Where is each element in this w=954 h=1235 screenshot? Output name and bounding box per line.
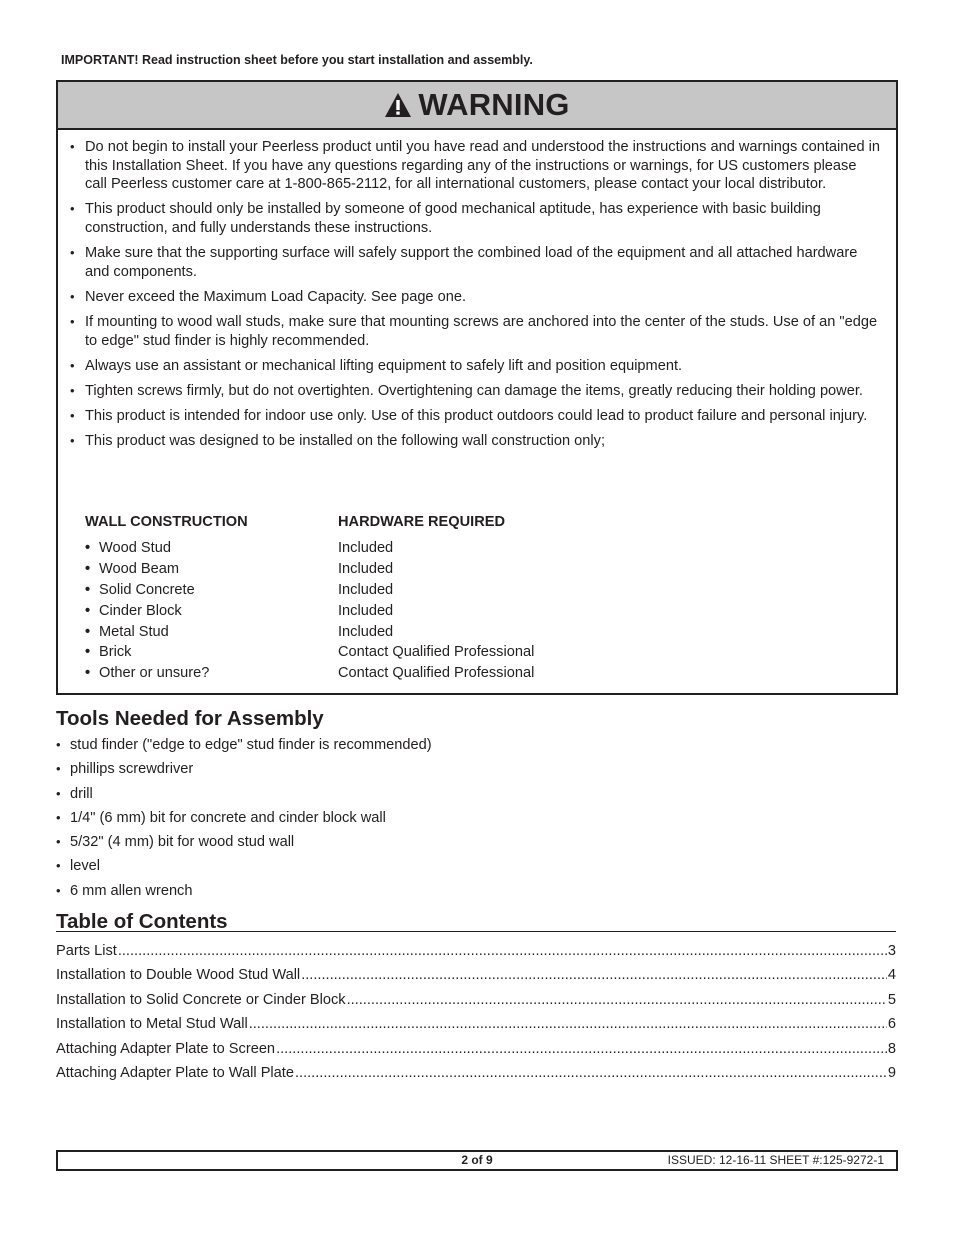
toc-page: 3 [887,943,896,959]
warning-title: WARNING [418,87,570,122]
table-of-contents [56,943,896,1089]
toc-leader [249,1016,887,1032]
toc-page: 9 [887,1064,896,1081]
hardware-required-header: HARDWARE REQUIRED [338,514,506,530]
toc-page: 8 [887,1040,896,1057]
table-row: • Metal Stud Included [85,624,534,645]
table-row: • Wood Stud Included [85,540,534,561]
warning-item: • This product is intended for indoor use only. Use of this product outdoors could lead to product failure and personal injury. [70,407,882,426]
toc-label: Installation to Solid Concrete or Cinder Block [56,991,346,1008]
hardware-value: Included [338,623,394,640]
hardware-value: Included [338,540,394,556]
warning-list [70,138,882,458]
wall-construction-header: WALL CONSTRUCTION [85,514,248,530]
warning-item: • Tighten screws firmly, but do not overtighten. Overtightening can damage the items, greatly reducing their holding power. [70,382,882,401]
warning-item: • This product should only be installed by someone of good mechanical aptitude, has experience with basic building construction, and fully understands these instructions. [70,200,882,237]
table-row: • Brick Contact Qualified Professional [85,644,534,665]
toc-entry[interactable] [56,943,896,967]
toc-entry[interactable] [56,1041,896,1065]
tools-heading: Tools Needed for Assembly [56,707,324,730]
table-row: • Cinder Block Included [85,603,534,624]
toc-leader [347,992,887,1008]
wall-type: Cinder Block [99,602,182,619]
toc-divider [56,931,896,932]
wall-construction-table [85,514,534,686]
toc-page: 6 [887,1016,896,1033]
warning-triangle-icon [384,92,412,118]
toc-leader [301,967,887,983]
toc-label: Installation to Double Wood Stud Wall [56,967,301,984]
warning-box [56,80,898,695]
toc-entry[interactable] [56,1016,896,1040]
table-row: • Solid Concrete Included [85,582,534,603]
wall-type: Brick [99,644,132,661]
toc-page: 5 [887,991,896,1008]
hardware-value: Included [338,560,394,577]
toc-label: Attaching Adapter Plate to Wall Plate [56,1064,294,1081]
issued-sheet-info: ISSUED: 12-16-11 SHEET #:125-9272-1 [667,1153,884,1167]
important-notice: IMPORTANT! Read instruction sheet before you start installation and assembly. [61,53,533,67]
toc-heading: Table of Contents [56,910,228,933]
warning-item: • Make sure that the supporting surface will safely support the combined load of the equipment and all attached hardware and components. [70,244,882,281]
toc-leader [118,943,887,959]
toc-page: 4 [887,967,896,984]
wall-type: Other or unsure? [99,665,210,682]
hardware-value: Contact Qualified Professional [338,644,535,661]
warning-item: • Never exceed the Maximum Load Capacity. See page one. [70,288,882,307]
tools-list [56,737,432,907]
toc-label: Attaching Adapter Plate to Screen [56,1040,276,1057]
wall-type: Wood Beam [99,560,180,577]
list-item: • drill [56,786,432,810]
page-number: 2 of 9 [461,1153,493,1167]
page-footer [56,1150,898,1171]
list-item: • phillips screwdriver [56,761,432,785]
list-item: • 1/4" (6 mm) bit for concrete and cinder block wall [56,810,432,834]
list-item: • 5/32" (4 mm) bit for wood stud wall [56,834,432,858]
warning-header [58,82,896,130]
toc-leader [295,1065,887,1081]
list-item: • level [56,858,432,882]
hardware-value: Included [338,602,394,619]
list-item: • stud finder ("edge to edge" stud finder is recommended) [56,737,432,761]
warning-item: • If mounting to wood wall studs, make sure that mounting screws are anchored into the center of the studs. Use of an "edge to edge" stud finder is highly recommended. [70,313,882,350]
toc-entry[interactable] [56,992,896,1016]
list-item: • 6 mm allen wrench [56,883,432,907]
wall-type: Solid Concrete [99,581,195,598]
toc-entry[interactable] [56,967,896,991]
wall-type: Wood Stud [99,540,171,556]
table-header [85,514,534,540]
warning-item: • Always use an assistant or mechanical lifting equipment to safely lift and position equipment. [70,357,882,376]
warning-item: • Do not begin to install your Peerless product until you have read and understood the instructions and warnings contained in this Installation Sheet. If you have any questions regarding any of the instructions or warnings, for US customers please call Peerless customer care at 1-800-865-2112, for all international customers, please contact your local distributor. [70,138,882,194]
hardware-value: Contact Qualified Professional [338,665,535,682]
table-row: • Other or unsure? Contact Qualified Professional [85,665,534,686]
toc-label: Installation to Metal Stud Wall [56,1016,248,1033]
toc-leader [276,1041,887,1057]
table-row: • Wood Beam Included [85,561,534,582]
toc-label: Parts List [56,943,117,959]
warning-item: • This product was designed to be installed on the following wall construction only; [70,432,882,451]
hardware-value: Included [338,581,394,598]
wall-type: Metal Stud [99,623,169,640]
toc-entry[interactable] [56,1065,896,1089]
